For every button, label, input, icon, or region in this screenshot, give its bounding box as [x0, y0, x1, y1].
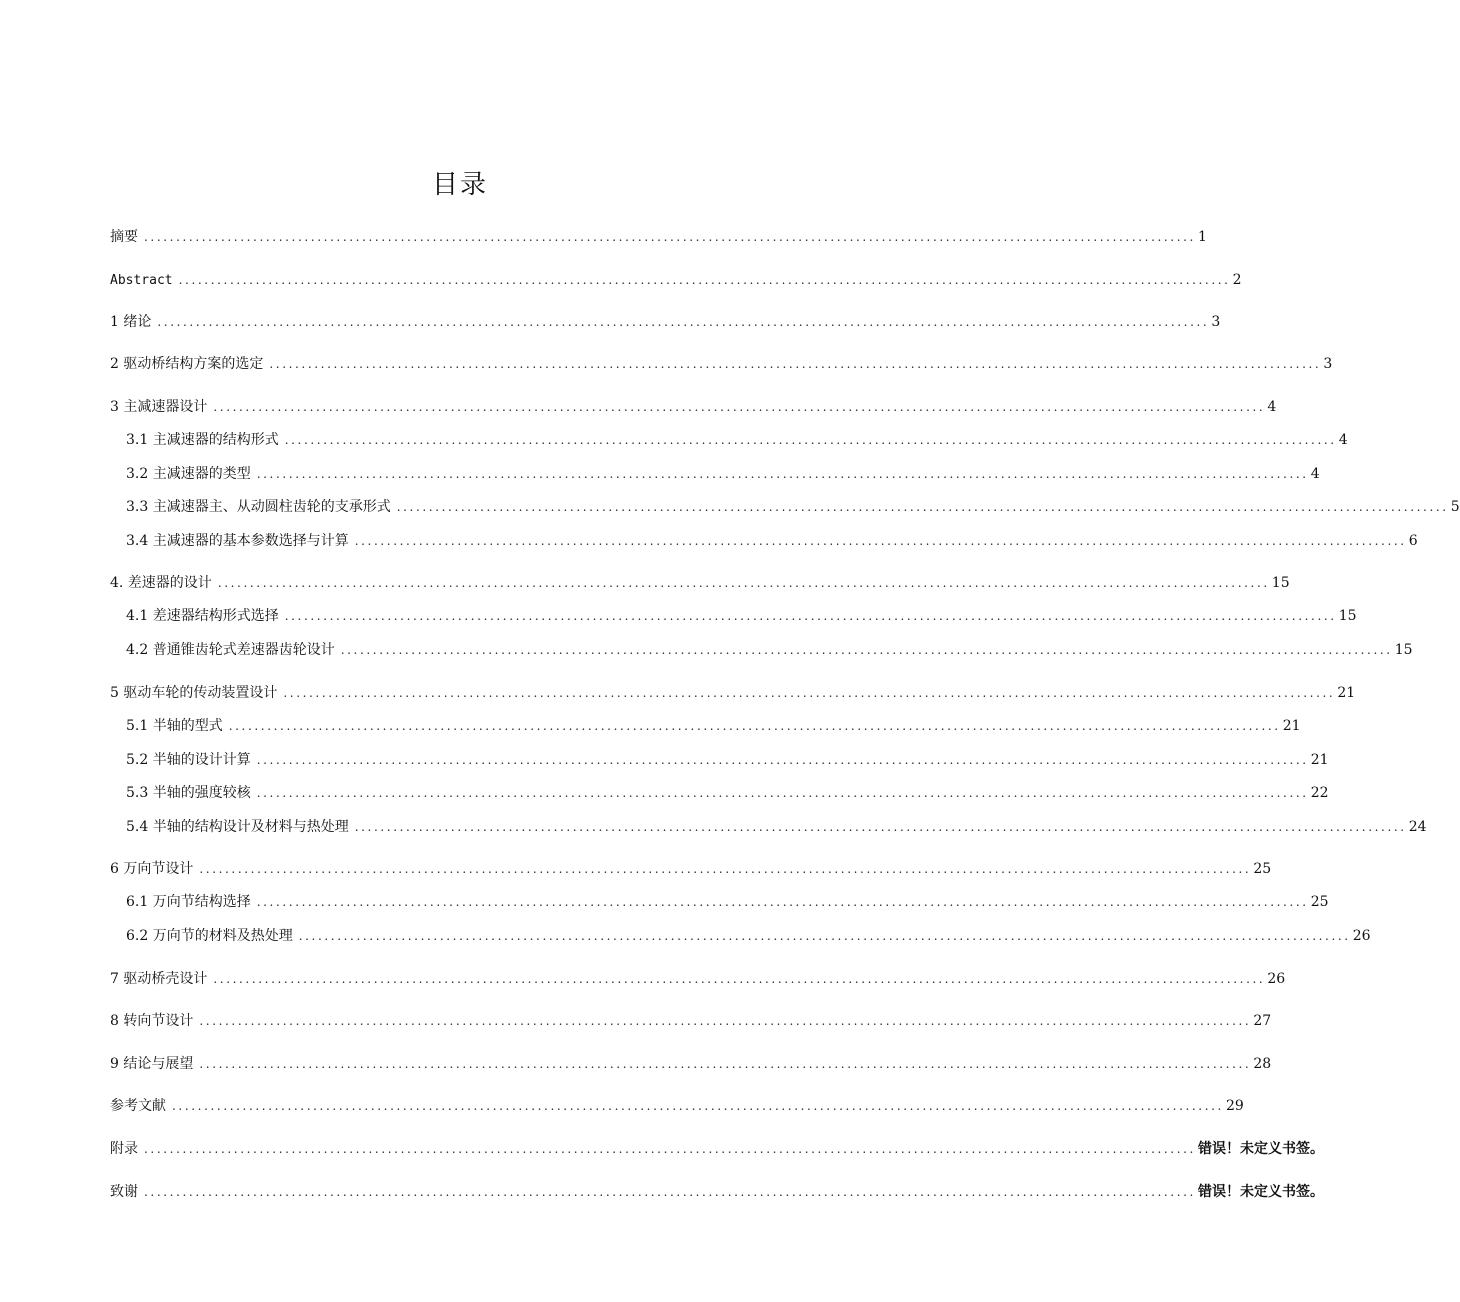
toc-leader: .................................................................................................................................................................... — [354, 534, 1407, 548]
toc-leader: .................................................................................................................................................................... — [269, 357, 1322, 371]
toc-page: 24 — [1408, 819, 1427, 835]
toc-page: 25 — [1253, 861, 1272, 877]
toc-label: 6 万向节设计 — [110, 861, 194, 877]
toc-label: 附录 — [110, 1141, 138, 1157]
toc-page: 27 — [1253, 1013, 1272, 1029]
toc-leader: .................................................................................................................................................................... — [283, 686, 1336, 700]
toc-label: 3.2 主减速器的类型 — [126, 466, 251, 482]
toc-leader: .................................................................................................................................................................... — [157, 315, 1210, 329]
toc-label: 3 主减速器设计 — [110, 399, 208, 415]
toc-page: 26 — [1352, 928, 1371, 944]
toc-label: 5.2 半轴的设计计算 — [126, 752, 251, 768]
toc-page: 4 — [1338, 432, 1348, 448]
toc-leader: .................................................................................................................................................................... — [396, 500, 1449, 514]
toc-leader: .................................................................................................................................................................... — [217, 576, 1270, 590]
toc-label: 4. 差速器的设计 — [110, 575, 212, 591]
toc-page: 25 — [1310, 894, 1329, 910]
toc-page: 21 — [1310, 752, 1329, 768]
toc-label: 1 绪论 — [110, 314, 152, 330]
toc-leader: .................................................................................................................................................................... — [172, 1099, 1224, 1113]
toc-leader: .................................................................................................................................................................... — [199, 1014, 1252, 1028]
toc-entry-chapter-1[interactable] — [110, 312, 1221, 332]
toc-page: 28 — [1253, 1056, 1272, 1072]
toc-leader: .................................................................................................................................................................... — [178, 273, 1231, 287]
toc-page: 29 — [1225, 1098, 1244, 1114]
toc-entry-section-4-2[interactable] — [126, 640, 1413, 660]
toc-entry-chapter-4[interactable] — [110, 573, 1290, 593]
toc-leader: .................................................................................................................................................................... — [284, 433, 1337, 447]
toc-entry-chapter-2[interactable] — [110, 354, 1333, 374]
toc-leader: .................................................................................................................................................................... — [228, 719, 1281, 733]
toc-entry-chapter-6[interactable] — [110, 859, 1272, 879]
toc-label: 6.2 万向节的材料及热处理 — [126, 928, 293, 944]
toc-page: 15 — [1271, 575, 1290, 591]
toc-label: 6.1 万向节结构选择 — [126, 894, 251, 910]
toc-entry-appendix[interactable] — [110, 1139, 1324, 1159]
toc-leader: .................................................................................................................................................................... — [256, 895, 1309, 909]
toc-bookmark-error: 错误！未定义书签。 — [1197, 1141, 1324, 1157]
toc-leader: .................................................................................................................................................................... — [256, 467, 1309, 481]
toc-page: 4 — [1310, 466, 1320, 482]
toc-entry-section-3-3[interactable] — [126, 497, 1460, 517]
toc-page: 15 — [1394, 642, 1413, 658]
toc-page: 21 — [1337, 685, 1356, 701]
toc-label: Abstract — [110, 273, 173, 288]
toc-entry-section-3-2[interactable] — [126, 464, 1320, 484]
toc-label: 3.3 主减速器主、从动圆柱齿轮的支承形式 — [126, 499, 391, 515]
toc-bookmark-error: 错误！未定义书签。 — [1197, 1184, 1324, 1200]
toc-label: 7 驱动桥壳设计 — [110, 971, 208, 987]
toc-leader: .................................................................................................................................................................... — [213, 972, 1266, 986]
toc-label: 5.4 半轴的结构设计及材料与热处理 — [126, 819, 349, 835]
toc-page: 3 — [1323, 356, 1333, 372]
toc-page: 5 — [1450, 499, 1460, 515]
toc-label: 参考文献 — [110, 1098, 166, 1114]
toc-label: 5.1 半轴的型式 — [126, 718, 223, 734]
toc-leader: .................................................................................................................................................................... — [199, 862, 1252, 876]
toc-entry-section-5-1[interactable] — [126, 716, 1301, 736]
toc-entry-chapter-5[interactable] — [110, 683, 1356, 703]
toc-entry-chapter-8[interactable] — [110, 1011, 1272, 1031]
page-title: 目录 — [431, 170, 488, 200]
toc-entry-chapter-9[interactable] — [110, 1054, 1272, 1074]
toc-label: 3.4 主减速器的基本参数选择与计算 — [126, 533, 349, 549]
toc-label: 4.2 普通锥齿轮式差速器齿轮设计 — [126, 642, 335, 658]
toc-page: 22 — [1310, 785, 1329, 801]
toc-label: 8 转向节设计 — [110, 1013, 194, 1029]
toc-entry-acknowledgements[interactable] — [110, 1182, 1324, 1202]
toc-page: 6 — [1408, 533, 1418, 549]
toc-leader: .................................................................................................................................................................... — [199, 1057, 1252, 1071]
toc-entry-section-5-4[interactable] — [126, 817, 1427, 837]
toc-leader: .................................................................................................................................................................... — [298, 929, 1351, 943]
toc-label: 4.1 差速器结构形式选择 — [126, 608, 279, 624]
toc-entry-chapter-7[interactable] — [110, 969, 1286, 989]
toc-leader: .................................................................................................................................................................... — [256, 786, 1309, 800]
toc-label: 2 驱动桥结构方案的选定 — [110, 356, 264, 372]
toc-label: 摘要 — [110, 229, 138, 245]
toc-page: 1 — [1197, 229, 1207, 245]
toc-entry-section-6-1[interactable] — [126, 892, 1329, 912]
toc-entry-section-4-1[interactable] — [126, 606, 1357, 626]
toc-entry-chapter-3[interactable] — [110, 397, 1277, 417]
toc-leader: .................................................................................................................................................................... — [144, 230, 1196, 244]
toc-page: 26 — [1267, 971, 1286, 987]
toc-leader: .................................................................................................................................................................... — [284, 609, 1337, 623]
toc-page: 4 — [1267, 399, 1277, 415]
toc-label: 5.3 半轴的强度较核 — [126, 785, 251, 801]
toc-entry-abstract-cn[interactable] — [110, 227, 1207, 247]
toc-entry-abstract-en[interactable] — [110, 270, 1242, 290]
toc-leader: .................................................................................................................................................................... — [340, 643, 1393, 657]
toc-leader: .................................................................................................................................................................... — [144, 1185, 1196, 1199]
toc-label: 5 驱动车轮的传动装置设计 — [110, 685, 278, 701]
toc-leader: .................................................................................................................................................................... — [213, 400, 1266, 414]
toc-entry-section-3-1[interactable] — [126, 430, 1348, 450]
toc-entry-section-3-4[interactable] — [126, 531, 1418, 551]
toc-page: 21 — [1282, 718, 1301, 734]
toc-label: 9 结论与展望 — [110, 1056, 194, 1072]
toc-page: 15 — [1338, 608, 1357, 624]
toc-page: 2 — [1232, 272, 1242, 288]
toc-entry-section-5-2[interactable] — [126, 750, 1329, 770]
toc-label: 3.1 主减速器的结构形式 — [126, 432, 279, 448]
toc-leader: .................................................................................................................................................................... — [256, 753, 1309, 767]
toc-label: 致谢 — [110, 1184, 138, 1200]
toc-leader: .................................................................................................................................................................... — [144, 1142, 1196, 1156]
toc-page: 3 — [1211, 314, 1221, 330]
toc-entry-references[interactable] — [110, 1096, 1244, 1116]
toc-entry-section-6-2[interactable] — [126, 926, 1371, 946]
toc-entry-section-5-3[interactable] — [126, 783, 1329, 803]
toc-leader: .................................................................................................................................................................... — [354, 820, 1407, 834]
